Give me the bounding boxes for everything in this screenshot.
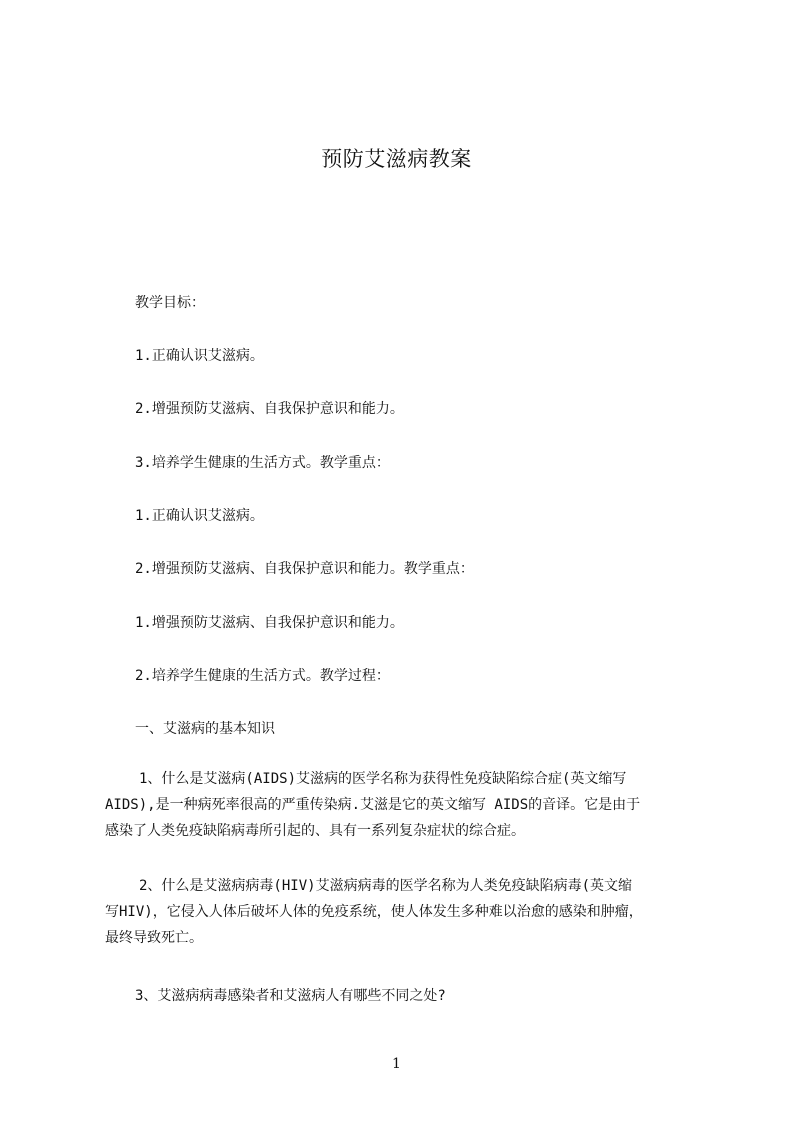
document-title: 预防艾滋病教案	[321, 147, 472, 171]
paragraph-line: 1、什么是艾滋病(AIDS)艾滋病的医学名称为获得性免疫缺陷综合症(英文缩写	[139, 771, 627, 787]
objective-item-1: 1.正确认识艾滋病。	[135, 348, 264, 364]
difficulty-item-1: 1.增强预防艾滋病、自我保护意识和能力。	[135, 615, 404, 631]
paragraph-line: 2、什么是艾滋病病毒(HIV)艾滋病病毒的医学名称为人类免疫缺陷病毒(英文缩	[139, 878, 632, 894]
objective-item-2: 2.增强预防艾滋病、自我保护意识和能力。	[135, 401, 404, 417]
section-heading: 一、艾滋病的基本知识	[135, 721, 275, 737]
paragraph-what-is-aids	[105, 766, 697, 844]
page-number: 1	[392, 1056, 401, 1072]
paragraph-line: 最终导致死亡。	[105, 930, 203, 946]
paragraph-line: AIDS),是一种病死率很高的严重传染病.艾滋是它的英文缩写 AIDS的音译。它是由于	[105, 797, 641, 813]
objectives-heading: 教学目标：	[135, 295, 205, 311]
objective-item-3: 3.培养学生健康的生活方式。教学重点：	[135, 455, 390, 471]
paragraph-line: 感染了人类免疫缺陷病毒所引起的、具有一系列复杂症状的综合症。	[105, 823, 525, 839]
key-point-item-1: 1.正确认识艾滋病。	[135, 508, 264, 524]
question-item-3: 3、艾滋病病毒感染者和艾滋病人有哪些不同之处?	[135, 988, 446, 1004]
key-point-item-2: 2.增强预防艾滋病、自我保护意识和能力。教学重点：	[135, 561, 474, 577]
paragraph-line: 写HIV)，它侵入人体后破坏人体的免疫系统，使人体发生多种难以治愈的感染和肿瘤，	[105, 904, 643, 920]
difficulty-item-2: 2.培养学生健康的生活方式。教学过程：	[135, 668, 390, 684]
paragraph-what-is-hiv	[105, 873, 697, 951]
